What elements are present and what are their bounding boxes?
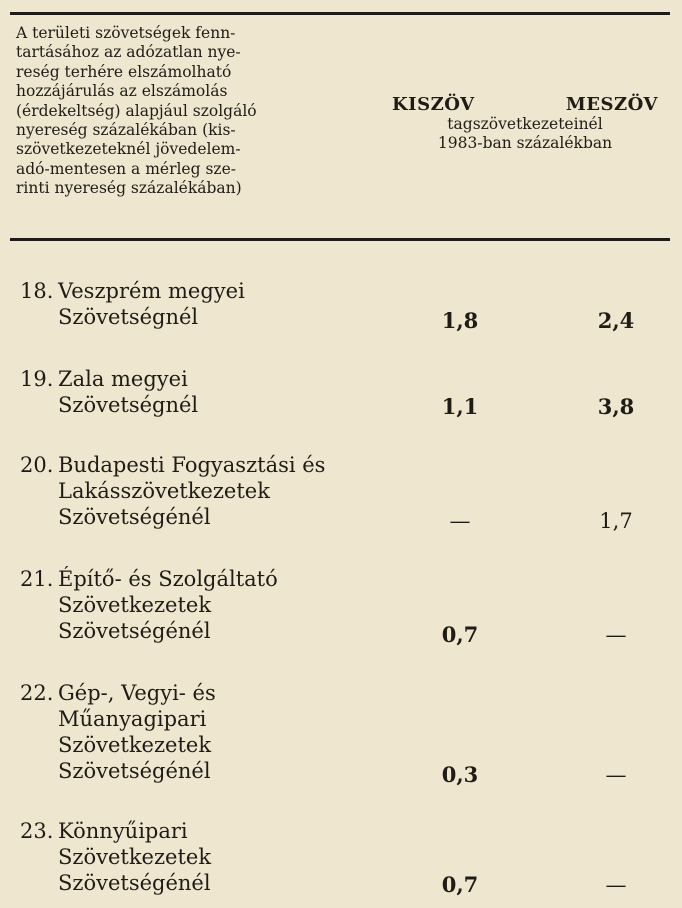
column-headers <box>380 94 670 153</box>
row-name-line: Szövetkezetek <box>58 845 212 869</box>
row-name-line: Könnyűipari <box>58 819 188 843</box>
description-line: rinti nyereség százalékában) <box>16 179 242 198</box>
kiszov-value: 1,1 <box>441 394 479 419</box>
description-line: A területi szövetségek fenn- <box>16 24 236 42</box>
kiszov-value: 0,3 <box>441 762 479 787</box>
header-description <box>16 24 368 199</box>
row-name-line: Szövetségnél <box>58 393 199 417</box>
meszov-value: 3,8 <box>597 394 635 419</box>
description-line: (érdekeltség) alapjául szolgáló <box>16 101 257 120</box>
row-name <box>58 680 438 784</box>
row-name <box>58 566 438 644</box>
row-name <box>58 452 438 530</box>
meszov-value: — <box>605 763 627 787</box>
kiszov-value: 1,8 <box>441 308 479 333</box>
row-name-line: Lakásszövetkezetek <box>58 479 270 503</box>
top-rule <box>10 12 670 15</box>
col-kiszov-header: KISZÖV <box>392 94 475 115</box>
description-line: hozzájárulás az elszámolás <box>16 82 228 101</box>
row-number: 22. <box>20 681 54 705</box>
row-name-line: Szövetkezetek <box>58 733 212 757</box>
row-number: 19. <box>20 367 54 391</box>
row-name-line: Budapesti Fogyasztási és <box>58 453 326 477</box>
row-name-line: Szövetségénél <box>58 759 211 783</box>
column-subheader-line2: 1983-ban százalékban <box>437 134 613 152</box>
row-name <box>58 366 438 418</box>
row-name <box>58 818 438 896</box>
row-number: 20. <box>20 453 54 477</box>
row-name-line: Szövetségnél <box>58 305 199 329</box>
meszov-value: 2,4 <box>597 308 635 333</box>
meszov-value: — <box>605 623 627 647</box>
column-labels <box>380 94 670 115</box>
row-name-line: Szövetségénél <box>58 619 211 643</box>
kiszov-value: 0,7 <box>441 622 479 647</box>
row-name-line: Szövetségénél <box>58 505 211 529</box>
row-name-line: Zala megyei <box>58 367 188 391</box>
kiszov-value: — <box>449 509 471 533</box>
row-name-line: Műanyagipari <box>58 707 207 731</box>
row-name-line: Építő- és Szolgáltató <box>58 567 278 591</box>
row-number: 21. <box>20 567 54 591</box>
description-line: reség terhére elszámolható <box>16 62 232 81</box>
description-line: nyereség százalékában (kis- <box>16 121 236 140</box>
row-name-line: Veszprém megyei <box>58 279 245 303</box>
row-name-line: Szövetségénél <box>58 871 211 895</box>
col-meszov-header: MESZÖV <box>565 94 658 115</box>
row-name-line: Szövetkezetek <box>58 593 212 617</box>
column-subheader-line1: tagszövetkezeteinél <box>447 115 603 133</box>
description-line: tartásához az adózatlan nye- <box>16 43 241 62</box>
row-number: 23. <box>20 819 54 843</box>
row-number: 18. <box>20 279 54 303</box>
meszov-value: 1,7 <box>599 509 633 533</box>
kiszov-value: 0,7 <box>441 872 479 897</box>
row-name-line: Gép-, Vegyi- és <box>58 681 216 705</box>
row-name <box>58 278 438 330</box>
description-line: adó-mentesen a mérleg sze- <box>16 159 236 178</box>
meszov-value: — <box>605 873 627 897</box>
header-rule <box>10 238 670 241</box>
description-line: szövetkezeteknél jövedelem- <box>16 140 241 159</box>
